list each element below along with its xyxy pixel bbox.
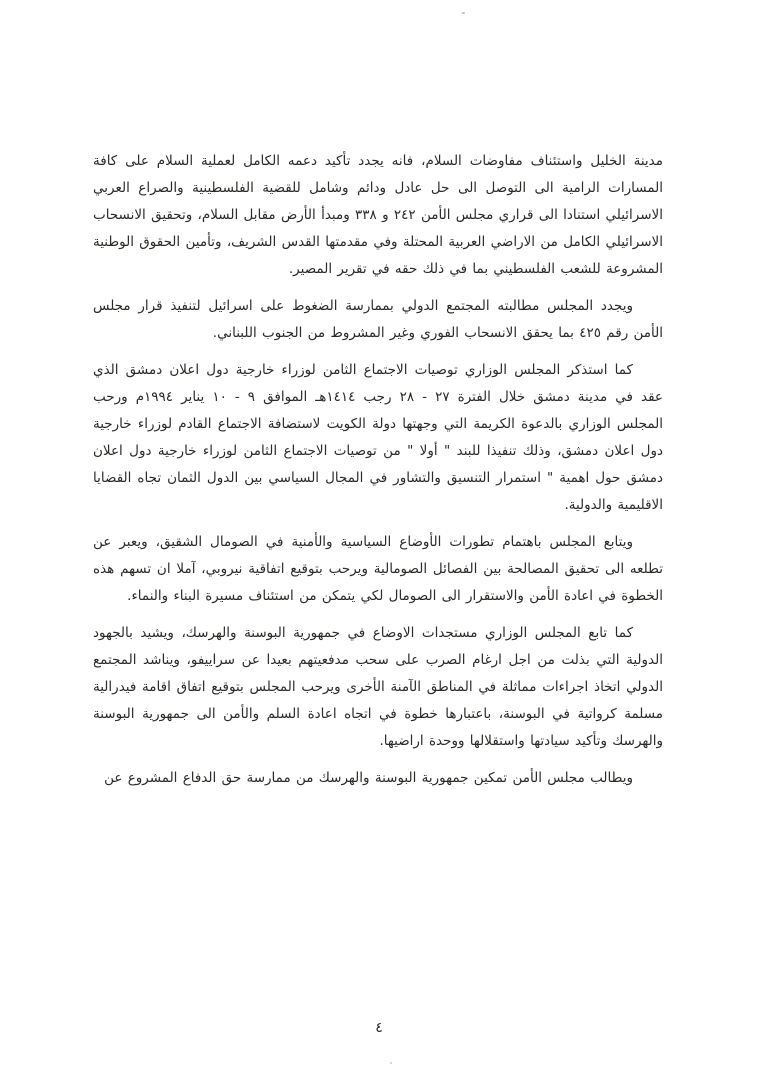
paragraph-somalia: ويتابع المجلس باهتمام تطورات الأوضاع السياسية والأمنية في الصومال الشقيق، ويعبر عن تطلعه الى تحقيق المصالحة بين الفصائل الصومالية ويرحب بتوقيع اتفاقية نيروبي، آملا ان تسهم هذه الخطوة في اعادة الأمن والاستقرار الى الصومال لكي يتمكن من استئناف مسيرة البناء والنماء. xyxy=(93,534,663,604)
paragraph-bosnia: كما تابع المجلس الوزاري مستجدات الاوضاع في جمهورية البوسنة والهرسك، ويشيد بالجهود الدولية التي بذلت من اجل ارغام الصرب على سحب مدفعيتهم بعيدا عن سراييفو، ويناشد المجتمع الدولي اتخاذ اجراءات مماثلة في المناطق الآمنة الأخرى ويرحب المجلس بتوقيع اتفاق اقامة فيدرالية مسلمة كرواتية في البوسنة، باعتبارها خطوة في اتجاه اعادة السلم والأمن الى جمهورية البوسنة والهرسك وتأكيد سيادتها واستقلالها ووحدة اراضيها. xyxy=(93,625,663,749)
paragraph-resolution-425: ويجدد المجلس مطالبته المجتمع الدولي بممارسة الضغوط على اسرائيل لتنفيذ قرار مجلس الأمن رقم ٤٢٥ بما يحقق الانسحاب الفوري وغير المشروط من الجنوب اللبناني. xyxy=(93,298,663,341)
paragraph-damascus-declaration: كما استذكر المجلس الوزاري توصيات الاجتماع الثامن لوزراء خارجية دول اعلان دمشق الذي عقد في مدينة دمشق خلال الفترة ٢٧ - ٢٨ رجب ١٤١٤هـ الموافق ٩ - ١٠ يناير ١٩٩٤م ورحب المجلس الوزاري بالدعوة الكريمة التي وجهتها دولة الكويت لاستضافة الاجتماع القادم لوزراء خارجية دول اعلان دمشق، وذلك تنفيذا للبند " أولا " من توصيات الاجتماع الثامن لوزراء خارجية دول اعلان دمشق حول اهمية " استمرار التنسيق والتشاور في المجال السياسي بين الدول الثمان تجاه القضايا الاقليمية والدولية. xyxy=(93,362,663,513)
document-body-text xyxy=(93,148,663,802)
scan-artifact xyxy=(462,12,465,14)
scan-artifact xyxy=(390,1062,392,1064)
paragraph-peace-process: مدينة الخليل واستئناف مفاوضات السلام، فانه يجدد تأكيد دعمه الكامل لعملية السلام على كافة المسارات الرامية الى التوصل الى حل عادل ودائم وشامل للقضية الفلسطينية والصراع العربي الاسرائيلي استنادا الى قراري مجلس الأمن ٢٤٢ و ٣٣٨ ومبدأ الأرض مقابل السلام، وتحقيق الانسحاب الاسرائيلي الكامل من الاراضي العربية المحتلة وفي مقدمتها القدس الشريف، وتأمين الحقوق الوطنية المشروعة للشعب الفلسطيني بما في ذلك حقه في تقرير المصير. xyxy=(93,153,664,277)
paragraph-bosnia-defense: ويطالب مجلس الأمن تمكين جمهورية البوسنة والهرسك من ممارسة حق الدفاع المشروع عن xyxy=(104,770,633,786)
page-number: ٤ xyxy=(375,1020,383,1036)
